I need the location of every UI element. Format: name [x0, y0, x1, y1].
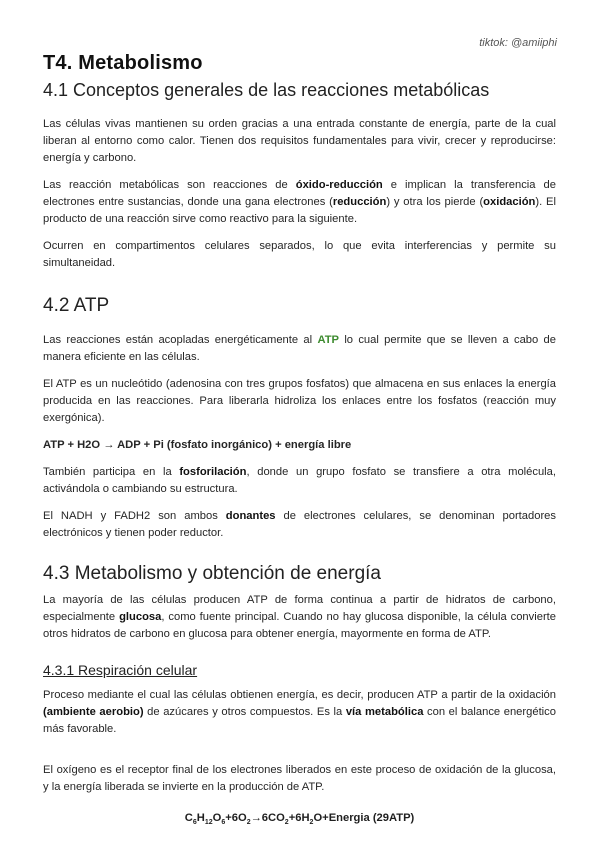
s42-paragraph-1: Las reacciones están acopladas energéticamente al ATP lo cual permite que se lleven a cabo de manera eficiente en las células.: [43, 334, 556, 363]
s41-paragraph-3: Ocurren en compartimentos celulares separados, lo que evita interferencias y permite su simultaneidad.: [43, 240, 556, 269]
section-4-1-heading: 4.1 Conceptos generales de las reacciones metabólicas: [43, 80, 490, 100]
document-content: [43, 50, 556, 826]
s42-paragraph-3: También participa en la fosforilación, donde un grupo fosfato se transfiere a otra molécula, activándola o cambiando su estructura.: [43, 466, 557, 495]
s41-paragraph-2: Las reacción metabólicas son reacciones de óxido-reducción e implican la transferencia de electrones entre sustancias, donde una gana electrones (reducción) y otra los pierde (oxidación). El producto de una reacción sirve como reactivo para la siguiente.: [43, 179, 556, 225]
tiktok-tag: tiktok: @amiiphi: [479, 37, 557, 49]
s41-paragraph-1: Las células vivas mantienen su orden gracias a una entrada constante de energía, parte de la cual liberan al entorno como calor. Tienen dos requisitos fundamentales para vivir, crecer y reproducirse: energía y carbono.: [43, 118, 556, 164]
atp-highlight: ATP: [317, 334, 339, 346]
page-title: T4. Metabolismo: [43, 52, 203, 74]
respiration-equation: $C_6H_{12}O_6+6O_2\to 6CO_2+6H_2O+Energia$ (29ATP): [184, 812, 415, 827]
s431-paragraph-2: El oxígeno es el receptor final de los electrones liberados en este proceso de oxidación de la glucosa, y la energía liberada se invierte en la producción de ATP.: [43, 764, 556, 793]
section-4-3-heading: 4.3 Metabolismo y obtención de energía: [43, 563, 381, 584]
s431-paragraph-1: Proceso mediante el cual las células obtienen energía, es decir, producen ATP a partir de la oxidación (ambiente aerobio) de azúcares y otros compuestos. Es la vía metabólica con el balance energético más favorable.: [43, 689, 556, 735]
section-4-3-1-heading: 4.3.1 Respiración celular: [43, 662, 198, 678]
section-4-2-heading: 4.2 ATP: [43, 295, 110, 316]
s43-paragraph-1: La mayoría de las células producen ATP de forma continua a partir de hidratos de carbono, especialmente glucosa, como fuente principal. Cuando no hay glucosa disponible, la célula convierte otros hidratos de carbono en glucosa para obtener energía, mayormente en forma de ATP.: [43, 594, 556, 640]
s42-paragraph-4: El NADH y FADH2 son ambos donantes de electrones celulares, se denominan portadores electrónicos y tienen poder reductor.: [43, 510, 556, 539]
s42-paragraph-2: El ATP es un nucleótido (adenosina con tres grupos fosfatos) que almacena en sus enlaces la energía producida en las reacciones. Para liberarla hidroliza los enlaces entre los fosfatos (reacción muy exergónica).: [43, 378, 556, 424]
atp-hydrolysis-formula: ATP + H2O → ADP + Pi (fosfato inorgánico) + energía libre: [43, 439, 352, 451]
